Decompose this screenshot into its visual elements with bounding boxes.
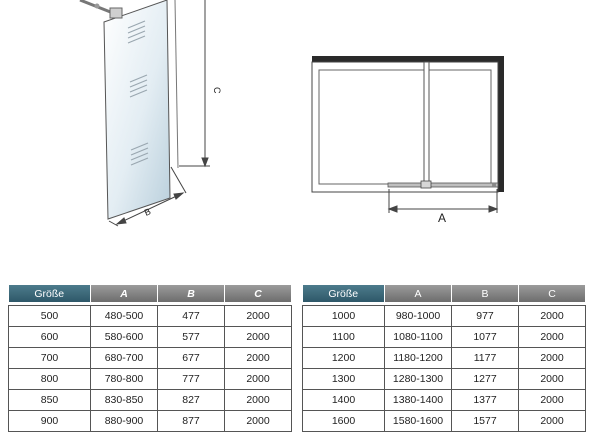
glass-panel-perspective-view bbox=[80, 0, 222, 226]
table-header-row bbox=[303, 285, 586, 302]
header-a: A bbox=[385, 285, 452, 302]
cell-a: 580-600 bbox=[91, 327, 158, 348]
header-b: B bbox=[452, 285, 519, 302]
cell-c: 2000 bbox=[225, 327, 292, 348]
header-size: Größe bbox=[303, 285, 385, 302]
wall bbox=[312, 56, 504, 62]
table-row bbox=[9, 327, 292, 348]
header-b: B bbox=[158, 285, 225, 302]
cell-size: 1100 bbox=[303, 327, 385, 348]
cell-c: 2000 bbox=[225, 348, 292, 369]
dimension-c bbox=[179, 0, 210, 166]
dimension-a bbox=[389, 189, 497, 213]
table-row bbox=[9, 306, 292, 327]
cell-c: 2000 bbox=[519, 390, 586, 411]
size-table-right bbox=[302, 285, 586, 432]
cell-b: 1577 bbox=[452, 411, 519, 432]
cell-size: 900 bbox=[9, 411, 91, 432]
cell-b: 1177 bbox=[452, 348, 519, 369]
cell-size: 1300 bbox=[303, 369, 385, 390]
table-row bbox=[303, 369, 586, 390]
cell-size: 500 bbox=[9, 306, 91, 327]
cell-b: 1077 bbox=[452, 327, 519, 348]
cell-b: 1377 bbox=[452, 390, 519, 411]
glass-panel-plan bbox=[388, 183, 498, 187]
cell-b: 577 bbox=[158, 327, 225, 348]
cell-b: 677 bbox=[158, 348, 225, 369]
cell-a: 1180-1200 bbox=[385, 348, 452, 369]
cell-size: 800 bbox=[9, 369, 91, 390]
cell-c: 2000 bbox=[519, 348, 586, 369]
header-a: A bbox=[91, 285, 158, 302]
table-header-row bbox=[9, 285, 292, 302]
cell-c: 2000 bbox=[519, 411, 586, 432]
dimension-a-label: A bbox=[438, 211, 447, 225]
cell-a: 980-1000 bbox=[385, 306, 452, 327]
table-row bbox=[303, 306, 586, 327]
header-c: C bbox=[519, 285, 586, 302]
header-c: C bbox=[225, 285, 292, 302]
cell-b: 477 bbox=[158, 306, 225, 327]
table-row bbox=[9, 411, 292, 432]
cell-a: 1280-1300 bbox=[385, 369, 452, 390]
table-row bbox=[9, 369, 292, 390]
cell-b: 1277 bbox=[452, 369, 519, 390]
cell-c: 2000 bbox=[519, 369, 586, 390]
cell-c: 2000 bbox=[225, 411, 292, 432]
cell-size: 600 bbox=[9, 327, 91, 348]
table-row bbox=[9, 390, 292, 411]
table-row bbox=[303, 390, 586, 411]
cell-a: 1380-1400 bbox=[385, 390, 452, 411]
cell-size: 700 bbox=[9, 348, 91, 369]
side-wall bbox=[498, 56, 504, 192]
cell-b: 827 bbox=[158, 390, 225, 411]
header-size: Größe bbox=[9, 285, 91, 302]
cell-size: 1600 bbox=[303, 411, 385, 432]
table-row bbox=[9, 348, 292, 369]
cell-c: 2000 bbox=[225, 306, 292, 327]
cell-c: 2000 bbox=[519, 306, 586, 327]
cell-c: 2000 bbox=[225, 369, 292, 390]
cell-c: 2000 bbox=[225, 390, 292, 411]
cell-size: 850 bbox=[9, 390, 91, 411]
cell-a: 780-800 bbox=[91, 369, 158, 390]
stabilizer-bar bbox=[80, 0, 122, 18]
cell-size: 1000 bbox=[303, 306, 385, 327]
cell-size: 1400 bbox=[303, 390, 385, 411]
cell-a: 880-900 bbox=[91, 411, 158, 432]
cell-b: 777 bbox=[158, 369, 225, 390]
cell-a: 830-850 bbox=[91, 390, 158, 411]
cell-a: 680-700 bbox=[91, 348, 158, 369]
cell-b: 977 bbox=[452, 306, 519, 327]
cell-b: 877 bbox=[158, 411, 225, 432]
size-table-left bbox=[8, 285, 292, 432]
cell-size: 1200 bbox=[303, 348, 385, 369]
cell-c: 2000 bbox=[519, 327, 586, 348]
dimension-b-label: B bbox=[142, 206, 153, 218]
table-row bbox=[303, 327, 586, 348]
cell-a: 1080-1100 bbox=[385, 327, 452, 348]
cell-a: 480-500 bbox=[91, 306, 158, 327]
top-view-plan bbox=[312, 56, 504, 225]
cell-a: 1580-1600 bbox=[385, 411, 452, 432]
dimension-c-label: C bbox=[212, 87, 222, 94]
table-row bbox=[303, 411, 586, 432]
table-row bbox=[303, 348, 586, 369]
